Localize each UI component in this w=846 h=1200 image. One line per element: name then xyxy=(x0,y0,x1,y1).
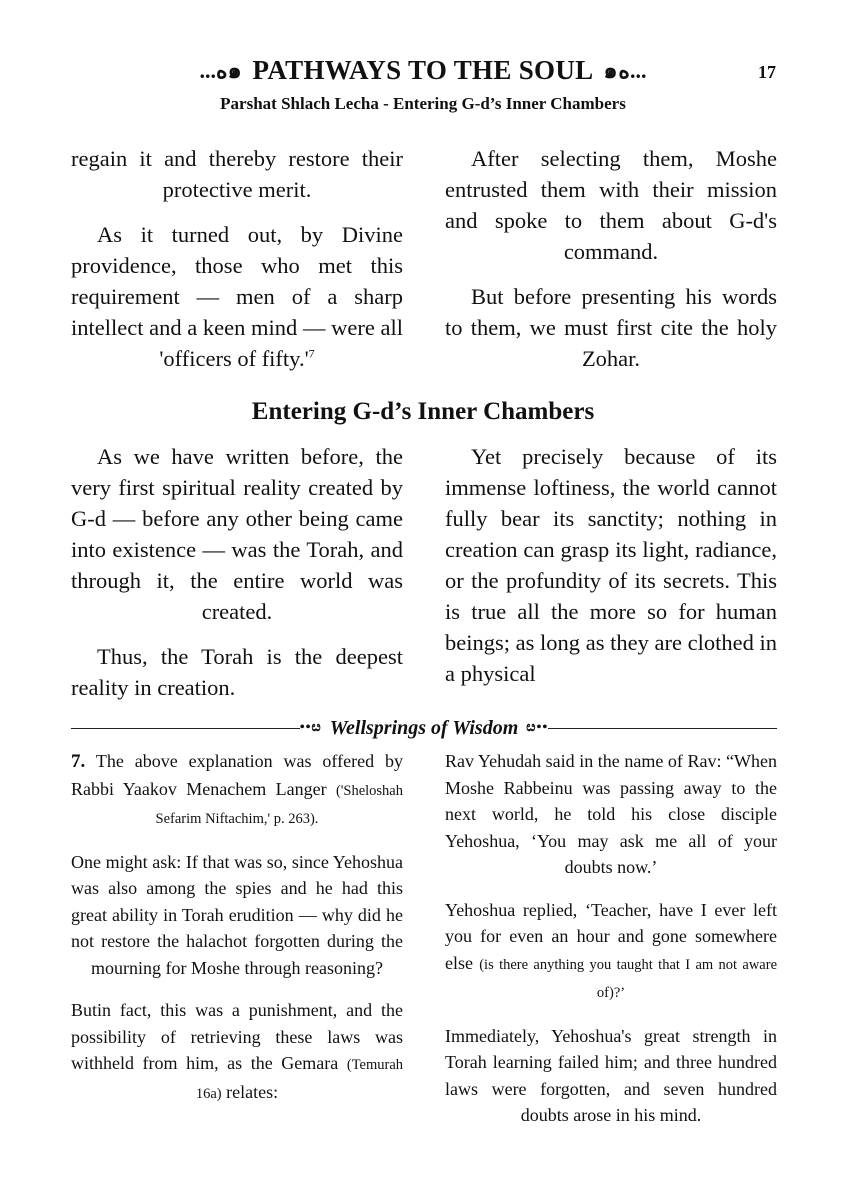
top-right-column xyxy=(445,143,777,388)
footnote-columns xyxy=(71,748,777,1145)
divider-ornament-left-icon: ••ೞ xyxy=(299,720,322,735)
top-columns xyxy=(71,143,777,388)
middle-columns xyxy=(71,441,777,717)
footnote-paragraph xyxy=(71,997,403,1107)
paragraph: regain it and thereby restore their protective merit. xyxy=(71,146,403,202)
paragraph: After selecting them, Moshe entrusted them with their mission and spoke to them about G-d's command. xyxy=(445,146,777,264)
footnote-paragraph xyxy=(71,748,403,833)
header-title-row xyxy=(0,50,846,90)
page-header xyxy=(0,50,846,114)
footnote-number: 7. xyxy=(71,751,86,772)
divider-label: Wellsprings of Wisdom xyxy=(329,716,519,739)
middle-right-column xyxy=(445,441,777,717)
paragraph: Yet precisely because of its immense loftiness, the world cannot fully bear its sanctity; nothing in creation can grasp its light, radiance, or the profundity of its secrets. This is true all the more so for human beings; as long as they are clothed in a physical xyxy=(445,444,777,686)
section-heading: Entering G-d’s Inner Chambers xyxy=(251,398,595,425)
wellsprings-divider xyxy=(71,716,777,740)
divider-line xyxy=(71,728,300,729)
footnote-right-column xyxy=(445,748,777,1145)
paragraph: Thus, the Torah is the deepest reality in creation. xyxy=(71,644,403,700)
ornament-left-icon: ...ﻩ๑ xyxy=(199,57,243,83)
paragraph xyxy=(71,219,403,374)
running-subtitle: Parshat Shlach Lecha - Entering G-d’s Inner Chambers xyxy=(220,94,626,113)
footnote-text: relates: xyxy=(226,1081,279,1102)
footnote-left-column xyxy=(71,748,403,1145)
footnote-text: Yehoshua replied, ‘Teacher, have I ever left you for even an hour and gone somewhere else xyxy=(445,899,777,973)
footnote-paragraph: One might ask: If that was so, since Yehoshua was also among the spies and he had this great ability in Torah erudition — why did he not restore the halachot forgotten during the mourning for Moshe through reasoning? xyxy=(71,851,403,978)
divider-ornament-right-icon: ೞ•• xyxy=(526,720,549,735)
footnote-text: Butin fact, this was a punishment, and the possibility of retrieving these laws was withheld from him, as the Gemara xyxy=(71,1000,403,1073)
divider-line xyxy=(548,728,777,729)
footnote-paragraph: Rav Yehudah said in the name of Rav: “When Moshe Rabbeinu was passing away to the next world, he told his close disciple Yehoshua, ‘You may ask me all of your doubts now.’ xyxy=(445,751,777,877)
paragraph: But before presenting his words to them, we must first cite the holy Zohar. xyxy=(445,284,777,371)
footnote-ref[interactable]: 7 xyxy=(308,346,315,361)
middle-left-column xyxy=(71,441,403,717)
ornament-right-icon: ๑ﻩ... xyxy=(603,57,647,83)
footnote-text: The above explanation was offered by Rabbi Yaakov Menachem Langer xyxy=(71,751,403,799)
footnote-paragraph: Immediately, Yehoshua's great strength in Torah learning failed him; and three hundred laws were forgotten, and seven hundred doubts arose in his mind. xyxy=(445,1025,777,1125)
paragraph: As we have written before, the very first spiritual reality created by G-d — before any other being came into existence — was the Torah, and through it, the entire world was created. xyxy=(71,444,403,624)
footnote-aside: (is there anything you taught that I am not aware of)?’ xyxy=(479,956,778,1001)
book-title: PATHWAYS TO THE SOUL xyxy=(252,54,594,85)
footnote-citation: (Temurah 16a) xyxy=(195,1057,404,1102)
page-number: 17 xyxy=(758,62,776,82)
footnote-citation: ('Sheloshah Sefarim Niftachim,' p. 263). xyxy=(155,782,403,827)
top-left-column xyxy=(71,143,403,388)
footnote-paragraph xyxy=(445,897,777,1007)
paragraph-text: As it turned out, by Divine providence, those who met this requirement — men of a sharp intellect and a keen mind — were all 'officers of fifty.' xyxy=(71,222,403,371)
